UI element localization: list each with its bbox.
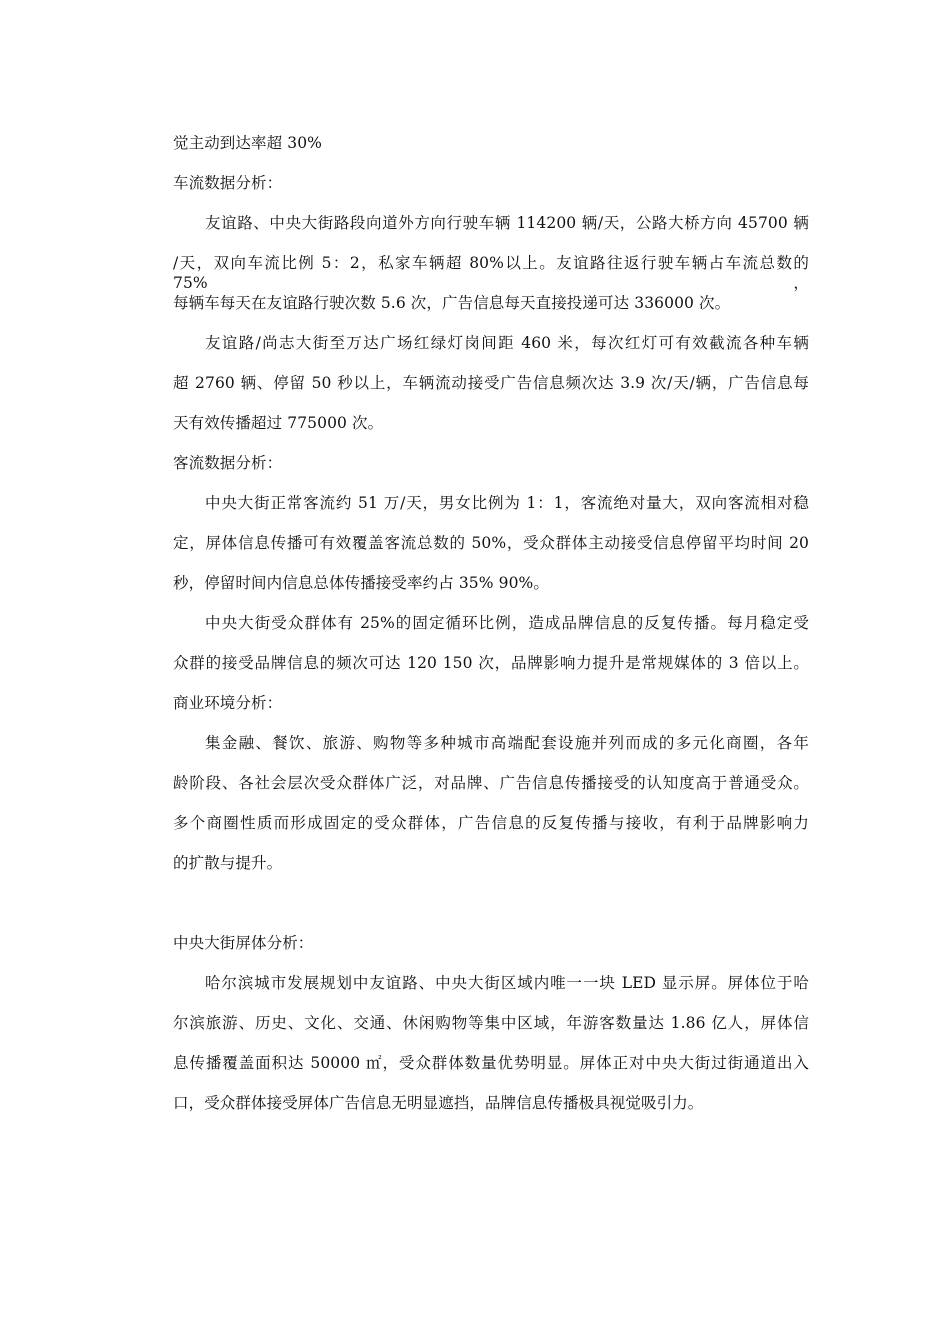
text-line: 中央大街正常客流约 51 万/天，男女比例为 1：1，客流绝对量大，双向客流相对稳: [205, 494, 809, 512]
text-line: 众群的接受品牌信息的频次可达 120 150 次，品牌影响力提升是常规媒体的 3 倍以上。: [173, 654, 809, 672]
text-line: 口，受众群体接受屏体广告信息无明显遮挡，品牌信息传播极具视觉吸引力。: [173, 1094, 704, 1112]
section-heading-business: 商业环境分析：: [173, 694, 283, 712]
text-line: /天，双向车流比例 5：2，私家车辆超 80%以上。友谊路往返行驶车辆占车流总数的 75%，: [173, 254, 809, 292]
text-line: 息传播覆盖面积达 50000 ㎡，受众群体数量优势明显。屏体正对中央大街过街通道出入: [173, 1054, 809, 1072]
section-heading-pedestrian: 客流数据分析：: [173, 454, 283, 472]
text-line: 天有效传播超过 775000 次。: [173, 414, 384, 432]
text-line: 集金融、餐饮、旅游、购物等多种城市高端配套设施并列而成的多元化商圈，各年: [205, 734, 809, 752]
text-line: 超 2760 辆、停留 50 秒以上，车辆流动接受广告信息频次达 3.9 次/天/辆，广告信息每: [173, 374, 809, 392]
text-line: 觉主动到达率超 30%: [173, 134, 322, 152]
text-line: 友谊路/尚志大街至万达广场红绿灯岗间距 460 米，每次红灯可有效截流各种车辆: [205, 334, 809, 352]
text-line: 友谊路、中央大街路段向道外方向行驶车辆 114200 辆/天，公路大桥方向 45700 辆: [205, 214, 809, 232]
text-line: 的扩散与提升。: [173, 854, 283, 872]
text-line: 中央大街受众群体有 25%的固定循环比例，造成品牌信息的反复传播。每月稳定受: [205, 614, 809, 632]
text-line: 秒，停留时间内信息总体传播接受率约占 35% 90%。: [173, 574, 549, 592]
text-line: 定，屏体信息传播可有效覆盖客流总数的 50%，受众群体主动接受信息停留平均时间 20: [173, 534, 809, 552]
section-heading-screen: 中央大街屏体分析：: [173, 934, 314, 952]
text-line: 尔滨旅游、历史、文化、交通、休闲购物等集中区域，年游客数量达 1.86 亿人，屏体信: [173, 1014, 809, 1032]
text-line: 每辆车每天在友谊路行驶次数 5.6 次，广告信息每天直接投递可达 336000 次。: [173, 294, 731, 312]
text-line: 多个商圈性质而形成固定的受众群体，广告信息的反复传播与接收，有利于品牌影响力: [173, 814, 809, 832]
text-line: 龄阶段、各社会层次受众群体广泛，对品牌、广告信息传播接受的认知度高于普通受众。: [173, 774, 809, 792]
section-heading-traffic: 车流数据分析：: [173, 174, 283, 192]
text-line: 哈尔滨城市发展规划中友谊路、中央大街区域内唯一一块 LED 显示屏。屏体位于哈: [205, 974, 809, 992]
